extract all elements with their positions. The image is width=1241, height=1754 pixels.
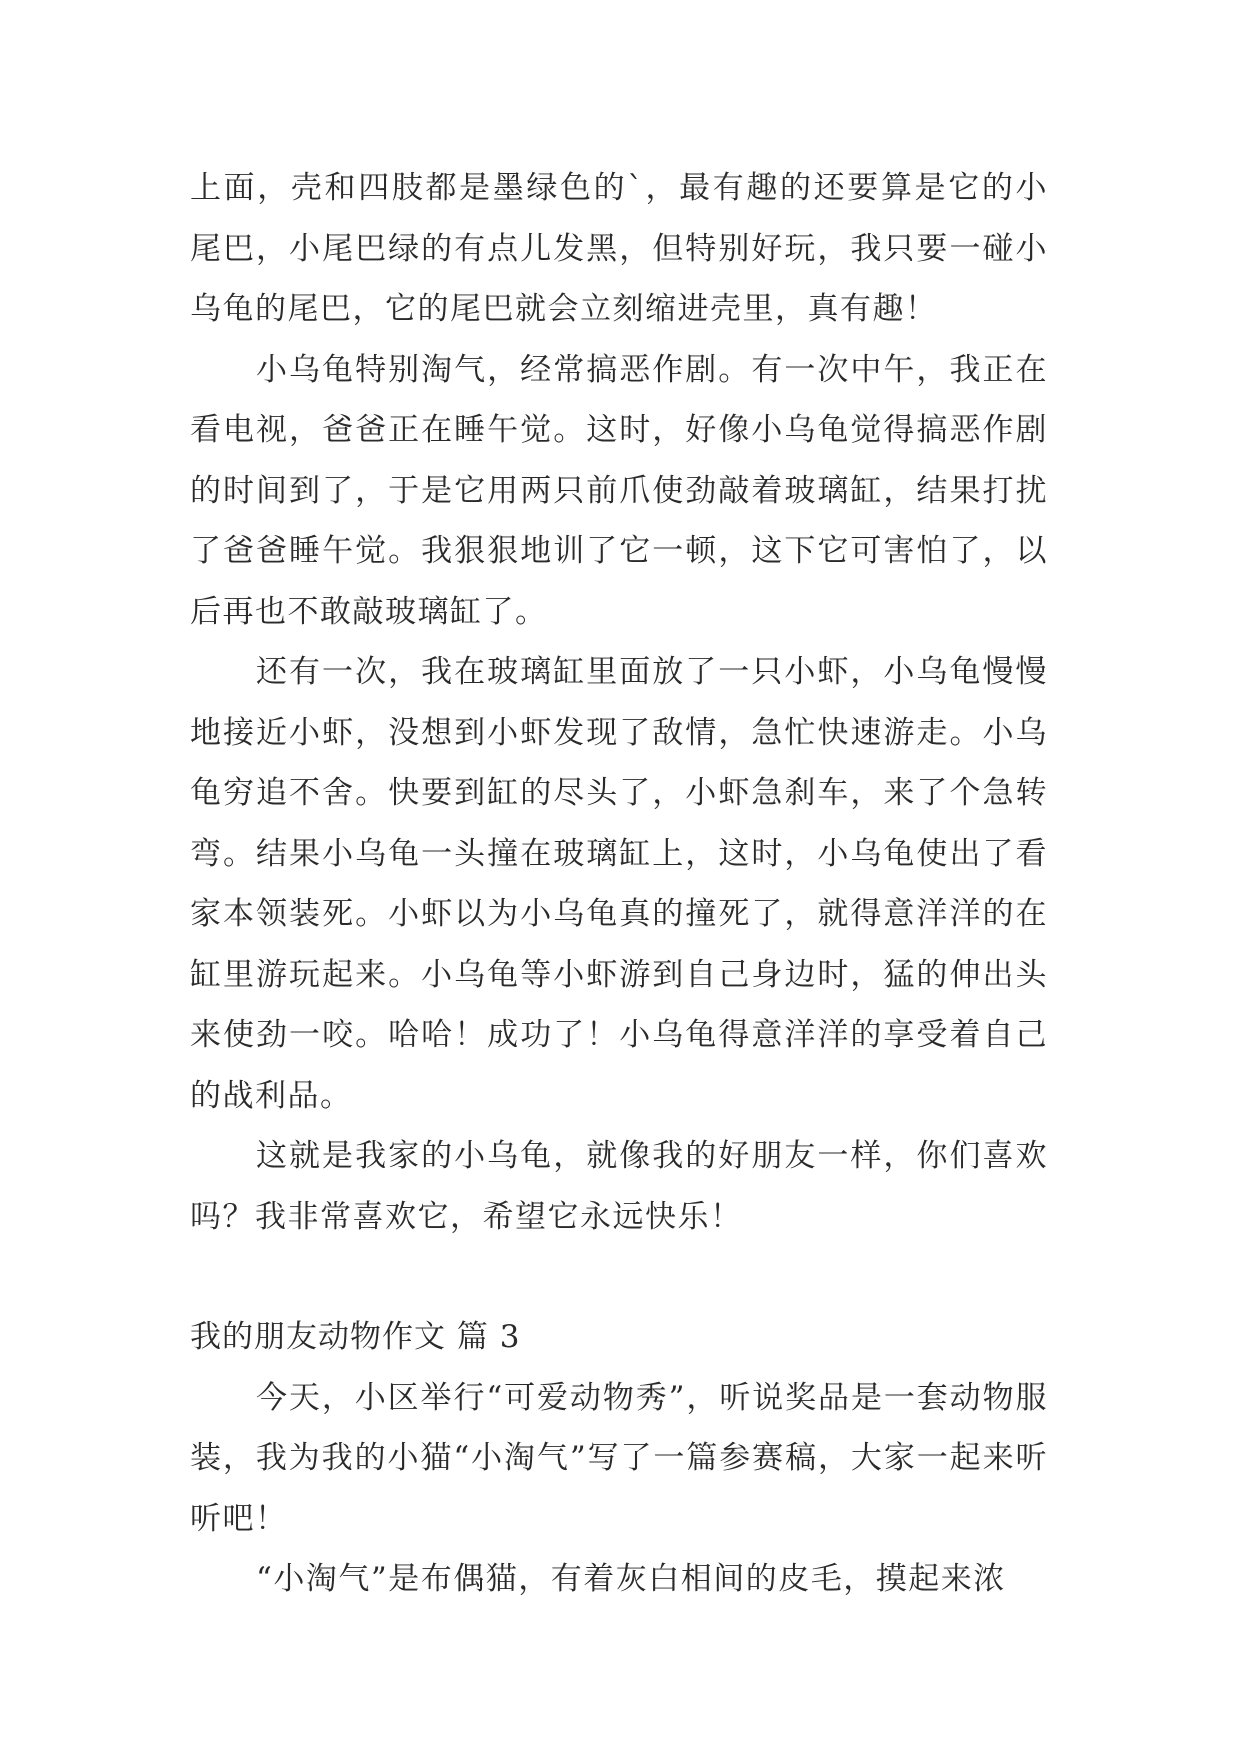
paragraph: 这就是我家的小乌龟，就像我的好朋友一样，你们喜欢吗？我非常喜欢它，希望它永远快乐！ (190, 1138, 1048, 1235)
paragraph: 今天，小区举行“可爱动物秀”，听说奖品是一套动物服装，我为我的小猫“小淘气”写了一篇参赛稿，大家一起来听听吧！ (190, 1379, 1048, 1537)
paragraph-continued: 上面，壳和四肢都是墨绿色的`，最有趣的还要算是它的小尾巴，小尾巴绿的有点儿发黑，但特别好玩，我只要一碰小乌龟的尾巴，它的尾巴就会立刻缩进壳里，真有趣！ (190, 170, 1048, 327)
paragraph: “小淘气”是布偶猫，有着灰白相间的皮毛，摸起来浓 (256, 1561, 1006, 1597)
paragraph: 小乌龟特别淘气，经常搞恶作剧。有一次中午，我正在看电视，爸爸正在睡午觉。这时，好像小乌龟觉得搞恶作剧的时间到了，于是它用两只前爪使劲敲着玻璃缸，结果打扰了爸爸睡午觉。我狠狠地训了它一顿，这下它可害怕了，以后再也不敢敲玻璃缸了。 (190, 351, 1048, 630)
paragraph: 还有一次，我在玻璃缸里面放了一只小虾，小乌龟慢慢地接近小虾，没想到小虾发现了敌情，急忙快速游走。小乌龟穷追不舍。快要到缸的尽头了，小虾急刹车，来了个急转弯。结果小乌龟一头撞在玻璃缸上，这时，小乌龟使出了看家本领装死。小虾以为小乌龟真的撞死了，就得意洋洋的在缸里游玩起来。小乌龟等小虾游到自己身边时，猛的伸出头来使劲一咬。哈哈！成功了！小乌龟得意洋洋的享受着自己的战利品。 (190, 654, 1048, 1114)
document-body (190, 158, 1048, 1610)
section-heading: 我的朋友动物作文 篇 3 (190, 1319, 521, 1355)
